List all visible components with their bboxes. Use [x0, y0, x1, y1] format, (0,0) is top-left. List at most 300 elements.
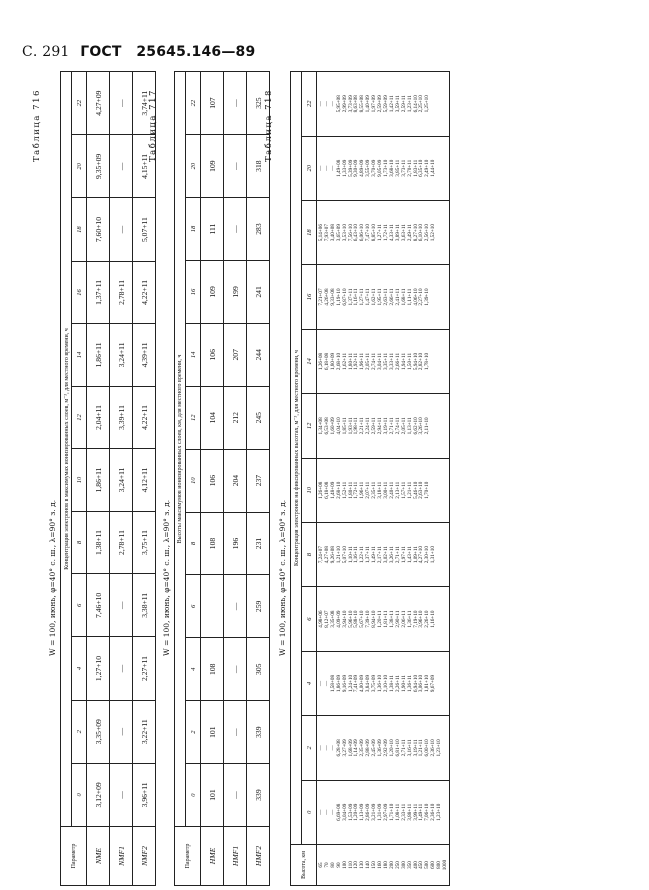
- table-cell: 108: [201, 512, 224, 575]
- table-716: [60, 71, 156, 886]
- param-header: Параметр: [61, 827, 87, 886]
- value-cell: 2,92+09: [382, 739, 389, 757]
- hour-header: 0: [186, 764, 201, 827]
- value-cell: 2,74+11: [394, 417, 401, 435]
- table-cell: 4,39+11: [133, 324, 156, 387]
- table-718: [290, 71, 450, 886]
- height-cell: 110: [347, 861, 354, 869]
- value-cell: 2,45+09: [371, 739, 378, 757]
- height-cell: 140: [365, 861, 372, 869]
- value-cell: 6,14+10: [412, 95, 419, 113]
- value-cell: 5,67+10: [359, 610, 366, 628]
- value-cell: 3,84+09: [365, 674, 372, 693]
- hour-header: 18: [186, 198, 201, 261]
- value-column: [317, 265, 450, 329]
- height-cell: 100: [341, 861, 348, 869]
- page-header: [22, 44, 255, 60]
- table-cell: —: [224, 198, 247, 261]
- value-cell: 1,52+10: [430, 224, 437, 242]
- value-cell: 2,90+11: [394, 610, 401, 628]
- hour-header: 14: [72, 324, 87, 387]
- value-cell: —: [329, 101, 336, 107]
- table-row: [247, 72, 270, 886]
- table-cell: 3,24+11: [110, 324, 133, 387]
- value-cell: 8,27+10: [412, 224, 419, 242]
- table-cell: 3,38+11: [133, 574, 156, 637]
- value-cell: 2,07+11: [365, 481, 372, 499]
- table-cell: 1,86+11: [87, 449, 110, 512]
- hour-header: 14: [186, 323, 201, 386]
- value-cell: —: [323, 745, 330, 751]
- value-column: [317, 329, 450, 393]
- value-cell: —: [323, 165, 330, 171]
- value-cell: 1,25+10: [424, 95, 431, 113]
- table-cell: 108: [201, 638, 224, 701]
- table-cell: 339: [247, 701, 270, 764]
- value-cell: 2,10+10: [382, 674, 389, 693]
- value-cell: 1,36+11: [406, 674, 413, 692]
- value-cell: 3,55+09: [365, 159, 372, 177]
- table-cell: 9,35+09: [87, 135, 110, 198]
- value-cell: 1,80+11: [347, 481, 354, 499]
- value-cell: 1,20+11: [377, 610, 384, 628]
- table-cell: 196: [224, 512, 247, 575]
- value-cell: 1,52+11: [341, 481, 348, 499]
- value-column: [317, 716, 450, 780]
- value-cell: 3,89+11: [394, 224, 401, 242]
- table-718-label: Таблица 718: [264, 89, 274, 162]
- value-cell: 3,40+08: [329, 224, 336, 242]
- table-cell: 1,86+11: [87, 324, 110, 387]
- value-cell: 1,33+09: [341, 159, 348, 177]
- value-cell: —: [318, 745, 324, 751]
- value-cell: 1,57+11: [400, 481, 407, 499]
- value-cell: 9,67+09: [430, 674, 437, 693]
- value-cell: 4,00+09: [359, 674, 366, 693]
- height-header: Высота, км: [291, 845, 317, 886]
- value-cell: 2,68+10: [335, 481, 342, 499]
- value-column: [317, 458, 450, 522]
- value-cell: 1,16+11: [353, 546, 360, 564]
- value-cell: 7,19+10: [412, 610, 419, 628]
- value-cell: 1,81+10: [424, 674, 431, 693]
- value-cell: 2,99+09: [341, 95, 348, 113]
- table-cell: 5,07+11: [133, 198, 156, 261]
- row-parameter: NMF1: [110, 827, 133, 886]
- value-cell: —: [318, 165, 324, 171]
- hour-header: 4: [186, 638, 201, 701]
- value-cell: 1,78+10: [424, 352, 431, 371]
- value-cell: 3,06+10: [418, 674, 425, 693]
- value-cell: 3,02+11: [382, 546, 389, 564]
- value-cell: 3,19+11: [382, 417, 389, 435]
- height-cell: 65: [318, 862, 324, 868]
- value-cell: 2,33+11: [400, 803, 407, 821]
- value-cell: 1,94+11: [400, 352, 407, 370]
- value-cell: 3,63+11: [400, 224, 407, 242]
- hour-header: 8: [302, 522, 317, 586]
- value-cell: 2,49+10: [424, 159, 431, 177]
- hour-header: 0: [72, 763, 87, 826]
- height-cell: 90: [335, 862, 342, 868]
- value-cell: 1,62+11: [371, 288, 378, 306]
- hour-header: 22: [186, 72, 201, 135]
- value-cell: 1,31+10: [430, 546, 437, 564]
- hour-header: 2: [302, 716, 317, 780]
- table-cell: 244: [247, 323, 270, 386]
- table-row: [201, 72, 224, 886]
- value-cell: 7,21+07: [318, 288, 324, 306]
- value-cell: 4,27+10: [418, 546, 425, 564]
- value-cell: 1,80+09: [329, 352, 336, 371]
- value-column: [317, 651, 450, 715]
- hour-header: 20: [186, 135, 201, 198]
- hour-header: 12: [186, 386, 201, 449]
- row-parameter: HMF2: [247, 827, 270, 886]
- value-cell: 7,06+10: [424, 803, 431, 821]
- value-cell: 3,73+09: [347, 95, 354, 113]
- table-cell: —: [110, 637, 133, 700]
- table-cell: —: [110, 763, 133, 826]
- value-cell: 6,10+10: [418, 224, 425, 242]
- value-cell: 8,55+08: [359, 95, 366, 113]
- value-cell: 4,33+11: [388, 224, 395, 242]
- value-cell: 1,70+10: [424, 481, 431, 499]
- table-cell: 109: [201, 135, 224, 198]
- value-cell: 6,18+08: [323, 481, 330, 499]
- standard-code: 25645.146—89: [136, 44, 256, 60]
- height-cell: 80: [329, 862, 336, 868]
- value-cell: 1,68+11: [400, 288, 407, 306]
- value-cell: 3,75+09: [371, 674, 378, 693]
- value-cell: 4,06+10: [412, 288, 419, 306]
- hour-header: 20: [302, 136, 317, 200]
- page-number: С. 291: [22, 44, 70, 60]
- value-cell: 2,25+10: [418, 95, 425, 113]
- value-cell: 4,09+09: [335, 610, 342, 628]
- table-row: [110, 72, 133, 886]
- value-cell: 5,46+10: [412, 481, 419, 499]
- value-cell: 2,26+11: [394, 674, 401, 692]
- height-cell: 200: [388, 861, 395, 869]
- row-parameter: HME: [201, 827, 224, 886]
- table-717: [174, 71, 270, 886]
- hour-header: 18: [302, 200, 317, 264]
- value-cell: 1,83+11: [412, 159, 419, 177]
- table-cell: 106: [201, 449, 224, 512]
- value-cell: 1,72+11: [382, 224, 389, 242]
- value-cell: 8,63+08: [353, 95, 360, 113]
- table-cell: 4,27+09: [87, 72, 110, 135]
- value-cell: 2,05+11: [400, 417, 407, 435]
- value-cell: 2,56+10: [424, 224, 431, 242]
- value-cell: 6,81+10: [394, 739, 401, 757]
- table-cell: 339: [247, 764, 270, 827]
- value-cell: 2,74+11: [371, 352, 378, 370]
- hour-header: 22: [72, 72, 87, 135]
- height-cell: 250: [394, 861, 401, 869]
- height-cell: 70: [323, 862, 330, 868]
- table-cell: —: [110, 700, 133, 763]
- value-cell: 3,85+11: [394, 159, 401, 177]
- value-cell: 2,94+11: [377, 417, 384, 435]
- value-cell: 1,13+09: [359, 803, 366, 821]
- value-cell: 1,36+11: [406, 610, 413, 628]
- value-cell: 3,26+10: [418, 417, 425, 435]
- value-cell: 9,05+09: [377, 159, 384, 177]
- value-cell: 1,42+11: [388, 95, 395, 113]
- height-cell: 450: [418, 861, 425, 869]
- value-cell: 1,23+11: [406, 95, 413, 113]
- value-cell: 2,36+10: [430, 739, 437, 757]
- table-cell: 3,75+11: [133, 511, 156, 574]
- value-cell: 1,81+11: [382, 610, 389, 628]
- value-cell: 5,07+10: [341, 546, 348, 564]
- value-cell: 3,96+10: [418, 610, 425, 628]
- value-cell: 1,20+10: [388, 739, 395, 757]
- value-cell: 1,95+11: [377, 288, 384, 306]
- value-cell: 2,68+10: [335, 352, 342, 371]
- value-cell: 1,73+10: [382, 159, 389, 177]
- table-cell: —: [224, 72, 247, 135]
- value-cell: 1,23+10: [436, 803, 443, 821]
- value-column: [317, 136, 450, 200]
- value-cell: —: [323, 809, 330, 815]
- value-cell: 1,26+08: [318, 352, 324, 371]
- value-cell: 3,00+11: [382, 481, 389, 499]
- value-cell: 1,08+11: [394, 803, 401, 821]
- table-cell: [201, 575, 224, 638]
- table-cell: 4,12+11: [133, 449, 156, 512]
- height-column: [317, 845, 450, 886]
- table-cell: 2,04+11: [87, 386, 110, 449]
- value-cell: 6,94+10: [412, 674, 419, 693]
- value-cell: 6,69+08: [335, 803, 342, 821]
- value-cell: 1,19+10: [335, 288, 342, 306]
- table-cell: —: [110, 135, 133, 198]
- value-cell: 3,19+11: [412, 739, 419, 757]
- value-cell: —: [329, 745, 336, 751]
- table-cell: 245: [247, 386, 270, 449]
- value-cell: 2,26+10: [424, 610, 431, 628]
- value-cell: 1,37+11: [365, 546, 372, 564]
- value-cell: 1,21+11: [418, 739, 425, 757]
- table-cell: 3,35+09: [87, 700, 110, 763]
- table-cell: 3,12+09: [87, 763, 110, 826]
- value-cell: 3,04+09: [341, 803, 348, 821]
- value-cell: 1,86+09: [335, 674, 342, 693]
- height-cell: 800: [436, 861, 443, 869]
- table-row: [133, 72, 156, 886]
- value-cell: 2,21+11: [359, 417, 366, 435]
- table-cell: 2,78+11: [110, 511, 133, 574]
- gost-label: ГОСТ: [80, 44, 122, 60]
- table-cell: 104: [201, 386, 224, 449]
- height-cell: 600: [430, 861, 437, 869]
- value-cell: 1,96+11: [359, 352, 366, 370]
- value-cell: 1,71+10: [388, 803, 395, 821]
- value-cell: 1,93+11: [347, 417, 354, 435]
- value-cell: 2,66+11: [388, 288, 395, 306]
- height-cell: 160: [377, 861, 384, 869]
- value-cell: 1,38+11: [388, 610, 395, 628]
- value-cell: 2,40+11: [388, 481, 395, 499]
- value-cell: 2,17+11: [377, 546, 384, 564]
- value-cell: 2,35+09: [359, 739, 366, 757]
- value-cell: 1,98+11: [353, 417, 360, 435]
- table-cell: 4,22+11: [133, 261, 156, 324]
- value-cell: 7,39+10: [365, 610, 372, 628]
- value-cell: 2,06+11: [400, 610, 407, 628]
- value-cell: 5,88+10: [353, 610, 360, 628]
- value-cell: 3,26+11: [388, 546, 395, 564]
- value-cell: 6,87+10: [341, 288, 348, 306]
- value-cell: 2,35+11: [371, 481, 378, 499]
- table-cell: 231: [247, 512, 270, 575]
- table-cell: 106: [201, 323, 224, 386]
- hour-header: 10: [72, 449, 87, 512]
- value-cell: 1,21+10: [335, 546, 342, 564]
- height-cell: 500: [424, 861, 431, 869]
- table-717-label: Таблица 717: [148, 89, 158, 162]
- table-cell: 7,46+10: [87, 574, 110, 637]
- value-cell: 1,31+09: [377, 803, 384, 821]
- value-cell: 2,66+11: [394, 352, 401, 370]
- value-cell: 1,36+10: [377, 674, 384, 693]
- row-parameter: NMF2: [133, 827, 156, 886]
- height-cell: 130: [359, 861, 366, 869]
- table-cell: 305: [247, 638, 270, 701]
- value-cell: 1,97+09: [371, 95, 378, 113]
- hour-header: 2: [72, 700, 87, 763]
- value-cell: 1,97+11: [400, 546, 407, 564]
- value-cell: 1,49+11: [418, 803, 425, 821]
- table-cell: 259: [247, 575, 270, 638]
- value-cell: 1,11+11: [406, 288, 413, 306]
- value-cell: 3,73+11: [400, 159, 407, 177]
- value-cell: 2,24+11: [365, 417, 372, 435]
- table-cell: 2,78+11: [110, 261, 133, 324]
- value-cell: 3,59+11: [394, 95, 401, 113]
- value-cell: 5,59+09: [382, 95, 389, 113]
- hour-header: 20: [72, 135, 87, 198]
- value-cell: 3,68+10: [388, 159, 395, 177]
- value-cell: 1,10+11: [347, 546, 354, 564]
- row-parameter: NME: [87, 827, 110, 886]
- value-cell: 3,35+11: [382, 352, 389, 370]
- value-cell: 4,98+06: [318, 610, 324, 628]
- value-cell: 9,26+08: [329, 546, 336, 564]
- hour-header: 8: [186, 512, 201, 575]
- value-cell: 1,21+11: [406, 481, 413, 499]
- value-cell: 7,56+10: [347, 224, 354, 242]
- table-717-subcaption: Высоты максимумов ионизированных слоев, км, для местного времени, ч: [175, 72, 186, 827]
- value-cell: 2,41+11: [394, 288, 401, 306]
- table-cell: 318: [247, 135, 270, 198]
- value-cell: 2,11+10: [424, 417, 431, 435]
- table-cell: 1,38+11: [87, 511, 110, 574]
- value-cell: 2,82+10: [418, 352, 425, 371]
- hour-header: 6: [302, 587, 317, 651]
- height-cell: 400: [412, 861, 419, 869]
- value-cell: 1,80+11: [347, 352, 354, 370]
- value-cell: —: [329, 165, 336, 171]
- value-cell: 4,27+08: [323, 546, 330, 564]
- value-cell: 1,09+11: [412, 546, 419, 564]
- table-cell: 7,60+10: [87, 198, 110, 261]
- value-cell: 1,50+11: [406, 352, 413, 370]
- rotated-tables: [30, 62, 608, 886]
- value-cell: 3,35+08: [329, 610, 336, 628]
- value-cell: 2,49+11: [406, 224, 413, 242]
- hour-header: 12: [72, 386, 87, 449]
- value-cell: 7,47+10: [365, 224, 372, 242]
- hour-header: 10: [186, 449, 201, 512]
- table-cell: 3,74+11: [133, 72, 156, 135]
- value-cell: 5,14+06: [318, 224, 324, 242]
- value-cell: 1,62+11: [341, 352, 348, 370]
- value-cell: 7,41+09: [353, 674, 360, 693]
- table-cell: 199: [224, 260, 247, 323]
- value-cell: —: [329, 809, 336, 815]
- value-cell: 5,96+10: [347, 610, 354, 628]
- value-cell: —: [318, 101, 324, 107]
- value-cell: 2,36+10: [430, 803, 437, 821]
- table-cell: 204: [224, 449, 247, 512]
- table-cell: 3,22+11: [133, 700, 156, 763]
- value-cell: 9,30+09: [353, 159, 360, 177]
- value-cell: 1,72+11: [353, 481, 360, 499]
- value-cell: —: [318, 680, 324, 687]
- value-cell: 5,95+08: [335, 95, 342, 113]
- value-column: [317, 394, 450, 458]
- value-cell: 1,92+11: [353, 352, 360, 370]
- height-cell: 1000: [442, 859, 449, 871]
- value-cell: 2,13+11: [394, 481, 401, 499]
- param-header: Параметр: [175, 827, 201, 886]
- value-cell: 1,27+11: [359, 288, 366, 306]
- value-cell: 2,59+09: [377, 95, 384, 113]
- value-column: [317, 780, 450, 844]
- value-cell: 4,04+10: [335, 417, 342, 435]
- value-cell: 4,26+08: [323, 288, 330, 306]
- value-cell: 2,59+11: [371, 417, 378, 435]
- value-cell: 3,18+11: [377, 481, 384, 499]
- height-cell: 150: [371, 861, 378, 869]
- value-cell: 2,86+09: [365, 803, 372, 821]
- value-cell: 6,35+10: [418, 159, 425, 177]
- value-cell: 1,34+08: [318, 417, 324, 435]
- hour-header: 0: [302, 780, 317, 844]
- table-cell: 1,27+10: [87, 637, 110, 700]
- table-row: [87, 72, 110, 886]
- table-716-label: Таблица 716: [32, 89, 42, 162]
- table-cell: —: [224, 575, 247, 638]
- table-cell: 111: [201, 198, 224, 261]
- table-cell: —: [224, 764, 247, 827]
- value-cell: 1,20+09: [353, 803, 360, 821]
- hour-header: 6: [72, 574, 87, 637]
- value-cell: 9,33+08: [329, 288, 336, 306]
- table-cell: 4,22+11: [133, 386, 156, 449]
- value-cell: —: [323, 101, 330, 107]
- value-cell: 2,97+09: [382, 803, 389, 821]
- table-cell: 237: [247, 449, 270, 512]
- table-cell: 1,37+11: [87, 261, 110, 324]
- value-cell: 3,88+11: [406, 803, 413, 821]
- value-cell: 2,70+11: [406, 159, 413, 177]
- table-cell: 283: [247, 198, 270, 261]
